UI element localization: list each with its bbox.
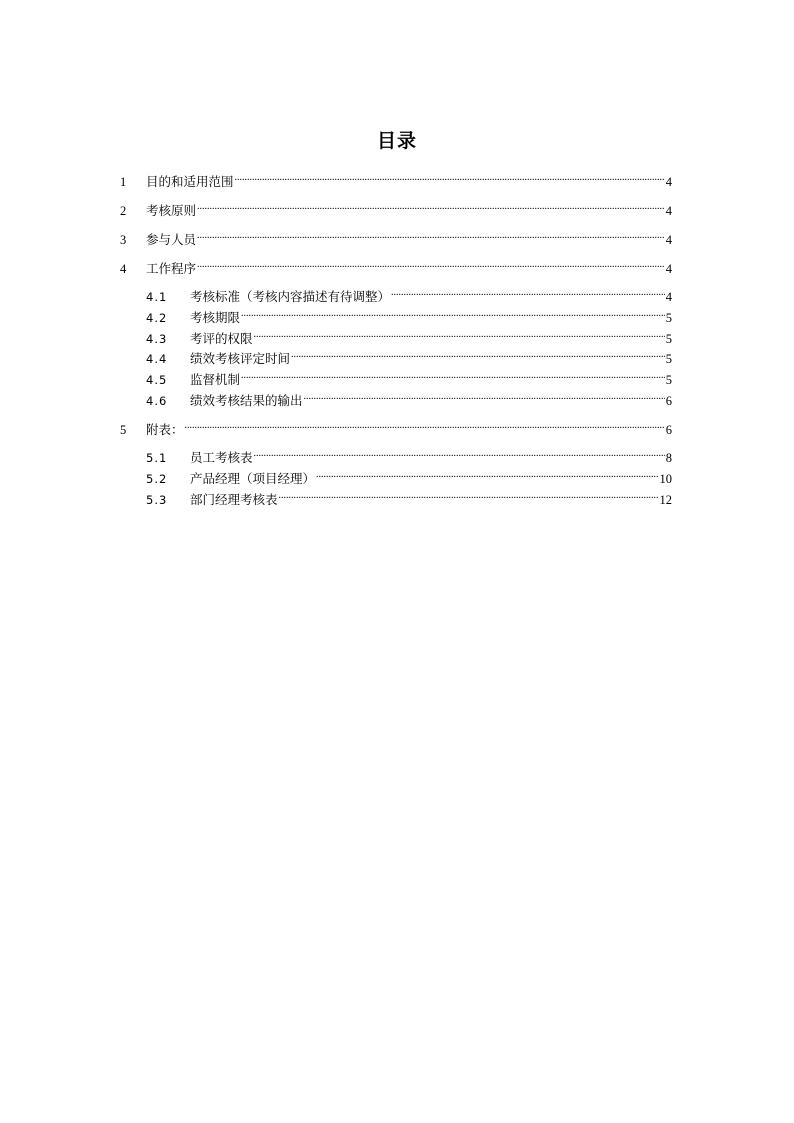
toc-entry-text: 产品经理（项目经理） [190,471,316,486]
toc-entry-text: 考核期限 [190,310,241,325]
toc-entry-page: 6 [665,394,672,408]
toc-entry-4-4[interactable] [146,347,672,366]
toc-entry-text: 考评的权限 [190,331,253,346]
toc-dot-leader [197,199,665,215]
toc-entry-text: 工作程序 [146,261,197,276]
toc-entry-number: 4.2 [146,311,168,325]
toc-entry-page: 4 [665,262,672,276]
toc-entry-text: 考核原则 [146,203,197,218]
toc-entry-text: 目的和适用范围 [146,174,234,189]
toc-dot-leader [291,347,665,363]
toc-entry-page: 10 [659,472,672,486]
toc-entry-page: 4 [665,233,672,247]
toc-entry-number: 4.6 [146,394,168,408]
toc-entry-page: 5 [665,352,672,366]
toc-entry-text: 监督机制 [190,372,241,387]
toc-entry-text: 考核标准（考核内容描述有待调整） [190,289,391,304]
toc-entry-number: 4.3 [146,332,168,346]
toc-dot-leader [185,418,665,434]
toc-entry-number: 5.3 [146,493,168,507]
toc-entry-4-6[interactable] [146,389,672,408]
toc-entry-number: 5.2 [146,472,168,486]
toc-dot-leader [241,368,665,384]
toc-entry-page: 8 [665,451,672,465]
toc-entry-5-3[interactable] [146,488,672,507]
toc-entry-text: 部门经理考核表 [190,492,278,507]
toc-entry-1[interactable] [120,170,672,189]
toc-dot-leader [316,467,658,483]
toc-dot-leader [235,170,665,186]
toc-entry-text: 绩效考核结果的输出 [190,393,303,408]
toc-entry-3[interactable] [120,228,672,247]
toc-entry-number: 3 [120,233,127,247]
toc-dot-leader [197,257,665,273]
toc-entry-4-3[interactable] [146,327,672,346]
toc-entry-number: 5 [120,423,127,437]
toc-entry-text: 参与人员 [146,232,197,247]
toc-entry-page: 4 [665,204,672,218]
toc-entry-page: 4 [665,175,672,189]
toc-entry-5[interactable] [120,418,672,437]
toc-entry-text: 员工考核表 [190,450,253,465]
toc-dot-leader [254,446,665,462]
toc-entry-page: 4 [665,290,672,304]
toc-entry-5-1[interactable] [146,446,672,465]
toc-dot-leader [279,488,659,504]
toc-entry-4[interactable] [120,257,672,276]
toc-entry-page: 5 [665,332,672,346]
toc-dot-leader [197,228,665,244]
toc-entry-4-1[interactable] [146,285,672,304]
toc-entry-number: 4.5 [146,373,168,387]
toc-entry-number: 4.1 [146,290,168,304]
toc-entry-page: 12 [659,493,672,507]
toc-title: 目录 [376,130,417,152]
toc-dot-leader [241,306,665,322]
toc-entry-text: 绩效考核评定时间 [190,351,291,366]
toc-dot-leader [254,327,665,343]
toc-entry-page: 5 [665,311,672,325]
toc-entry-number: 5.1 [146,451,168,465]
toc-dot-leader [304,389,665,405]
toc-entry-number: 4 [120,262,127,276]
toc-entry-text: 附表： [146,422,184,437]
toc-entry-page: 5 [665,373,672,387]
toc-dot-leader [391,285,665,301]
toc-entry-4-5[interactable] [146,368,672,387]
toc-entry-number: 2 [120,204,127,218]
toc-entry-number: 4.4 [146,352,168,366]
toc-entry-number: 1 [120,175,127,189]
toc-entry-5-2[interactable] [146,467,672,486]
toc-entry-4-2[interactable] [146,306,672,325]
toc-entry-2[interactable] [120,199,672,218]
toc-entry-page: 6 [665,423,672,437]
